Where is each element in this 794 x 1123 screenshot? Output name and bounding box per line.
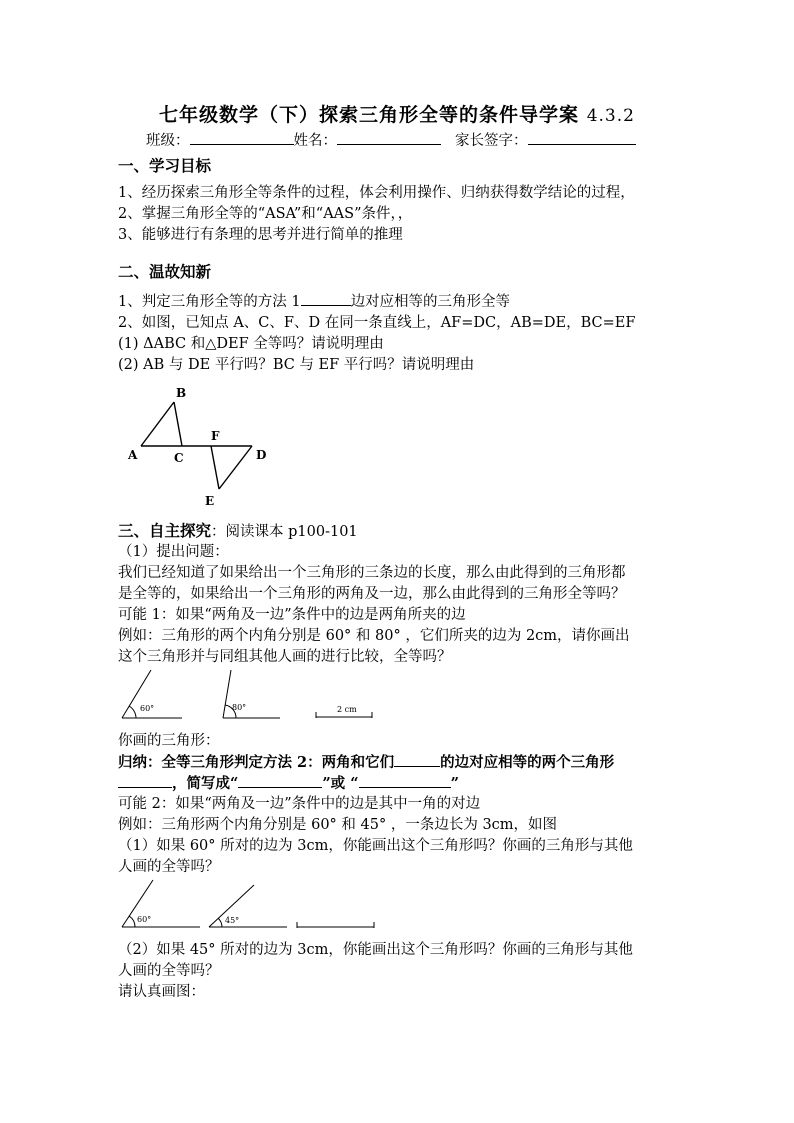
para1-line2: 是全等的，如果给出一个三角形的两角及一边，那么由此得到的三角形全等吗？	[118, 586, 626, 602]
angle60b-arc	[129, 916, 135, 927]
title-main: 七年级数学（下）探索三角形全等的条件导学案	[159, 104, 580, 126]
review-q2-part2: (2) AB 与 DE 平行吗？BC 与 EF 平行吗？请说明理由	[118, 357, 475, 373]
parent-label: 家长签字：	[455, 133, 528, 149]
goal-item-3: 3、能够进行有条理的思考并进行简单的推理	[118, 227, 403, 243]
angle60-arc	[129, 706, 136, 718]
label-d: D	[256, 448, 267, 462]
label-a: A	[128, 448, 138, 462]
conclusion-blank-1	[394, 752, 440, 767]
section2-heading: 二、温故知新	[118, 262, 212, 281]
name-label: 姓名：	[293, 133, 337, 149]
segment-bc	[174, 402, 182, 446]
question-intro: （1）提出问题：	[118, 544, 229, 560]
conclusion-l2-b: ”或 “	[322, 775, 359, 792]
conclusion-blank-2	[118, 773, 172, 788]
review-q2: 2、如图，已知点 A、C、F、D 在同一条直线上，AF=DC，AB=DE，BC=EF	[118, 315, 636, 331]
goal-item-2: 2、掌握三角形全等的“ASA”和“AAS”条件，，	[118, 206, 413, 222]
draw-carefully: 请认真画图：	[118, 984, 205, 1000]
q2b-line1: （2）如果 45° 所对的边为 3cm，你能画出这个三角形吗？你画的三角形与其他	[118, 942, 633, 958]
segment-ef	[211, 446, 219, 489]
segment-de	[219, 446, 252, 489]
example1-line1: 例如：三角形的两个内角分别是 60° 和 80° ，它们所夹的边为 2cm，请你画出	[118, 628, 630, 644]
para1-line1: 我们已经知道了如果给出一个三角形的三条边的长度，那么由此得到的三角形都	[118, 565, 626, 581]
section3-heading-bold: 三、自主探究	[118, 521, 212, 540]
title-version: 4.3.2	[586, 106, 635, 126]
review-q1-post: 边对应相等的三角形全等	[350, 294, 511, 310]
label-c: C	[174, 451, 184, 465]
q2a-line1: （1）如果 60° 所对的边为 3cm，你能画出这个三角形吗？你画的三角形与其他	[118, 838, 633, 854]
q2b-line2: 人画的全等吗？	[118, 963, 220, 979]
section3-heading	[118, 521, 358, 542]
angle45-label: 45°	[225, 916, 240, 925]
angle60b-label: 60°	[137, 915, 152, 924]
example1-line2: 这个三角形并与同组其他人画的进行比较，全等吗？	[118, 649, 452, 665]
class-label: 班级：	[146, 133, 190, 149]
angle60-label: 60°	[140, 704, 155, 713]
label-b: B	[176, 386, 187, 400]
conclusion-line1	[118, 752, 614, 773]
section3-heading-rest: ：阅读课本 p100-101	[211, 524, 358, 540]
segment-ab	[141, 402, 174, 446]
conclusion-blank-4	[359, 773, 451, 788]
conclusion-l2-a: ，简写成“	[172, 775, 239, 792]
section1-heading: 一、学习目标	[118, 156, 212, 175]
conclusion-l2-c: ”	[450, 775, 459, 792]
angle80-arm	[223, 670, 231, 718]
review-q1-pre: 1、判定三角形全等的方法 1	[118, 294, 301, 310]
goal-item-1: 1、经历探索三角形全等条件的过程，体会利用操作、归纳获得数学结论的过程，	[118, 185, 635, 201]
conclusion-blank-3	[238, 773, 322, 788]
example2: 例如：三角形两个内角分别是 60° 和 45° ，一条边长为 3cm，如图	[118, 817, 558, 833]
angle45-arc	[218, 918, 222, 927]
possible1: 可能 1：如果“两角及一边”条件中的边是两角所夹的边	[118, 607, 466, 623]
angle80-label: 80°	[232, 703, 247, 712]
possible2: 可能 2：如果“两角及一边”条件中的边是其中一角的对边	[118, 796, 481, 812]
your-triangle: 你画的三角形：	[118, 733, 220, 749]
conclusion-l1-b: 的边对应相等的两个三角形	[440, 754, 615, 771]
seg-2cm-label: 2 cm	[337, 705, 357, 714]
conclusion-l1-a: 归纳：全等三角形判定方法 2：两角和它们	[118, 754, 395, 771]
label-f: F	[211, 429, 220, 443]
label-e: E	[205, 494, 215, 508]
q2a-line2: 人画的全等吗？	[118, 859, 220, 875]
review-q2-part1: (1) ΔABC 和△DEF 全等吗？请说明理由	[118, 336, 384, 352]
conclusion-line2	[118, 773, 459, 794]
